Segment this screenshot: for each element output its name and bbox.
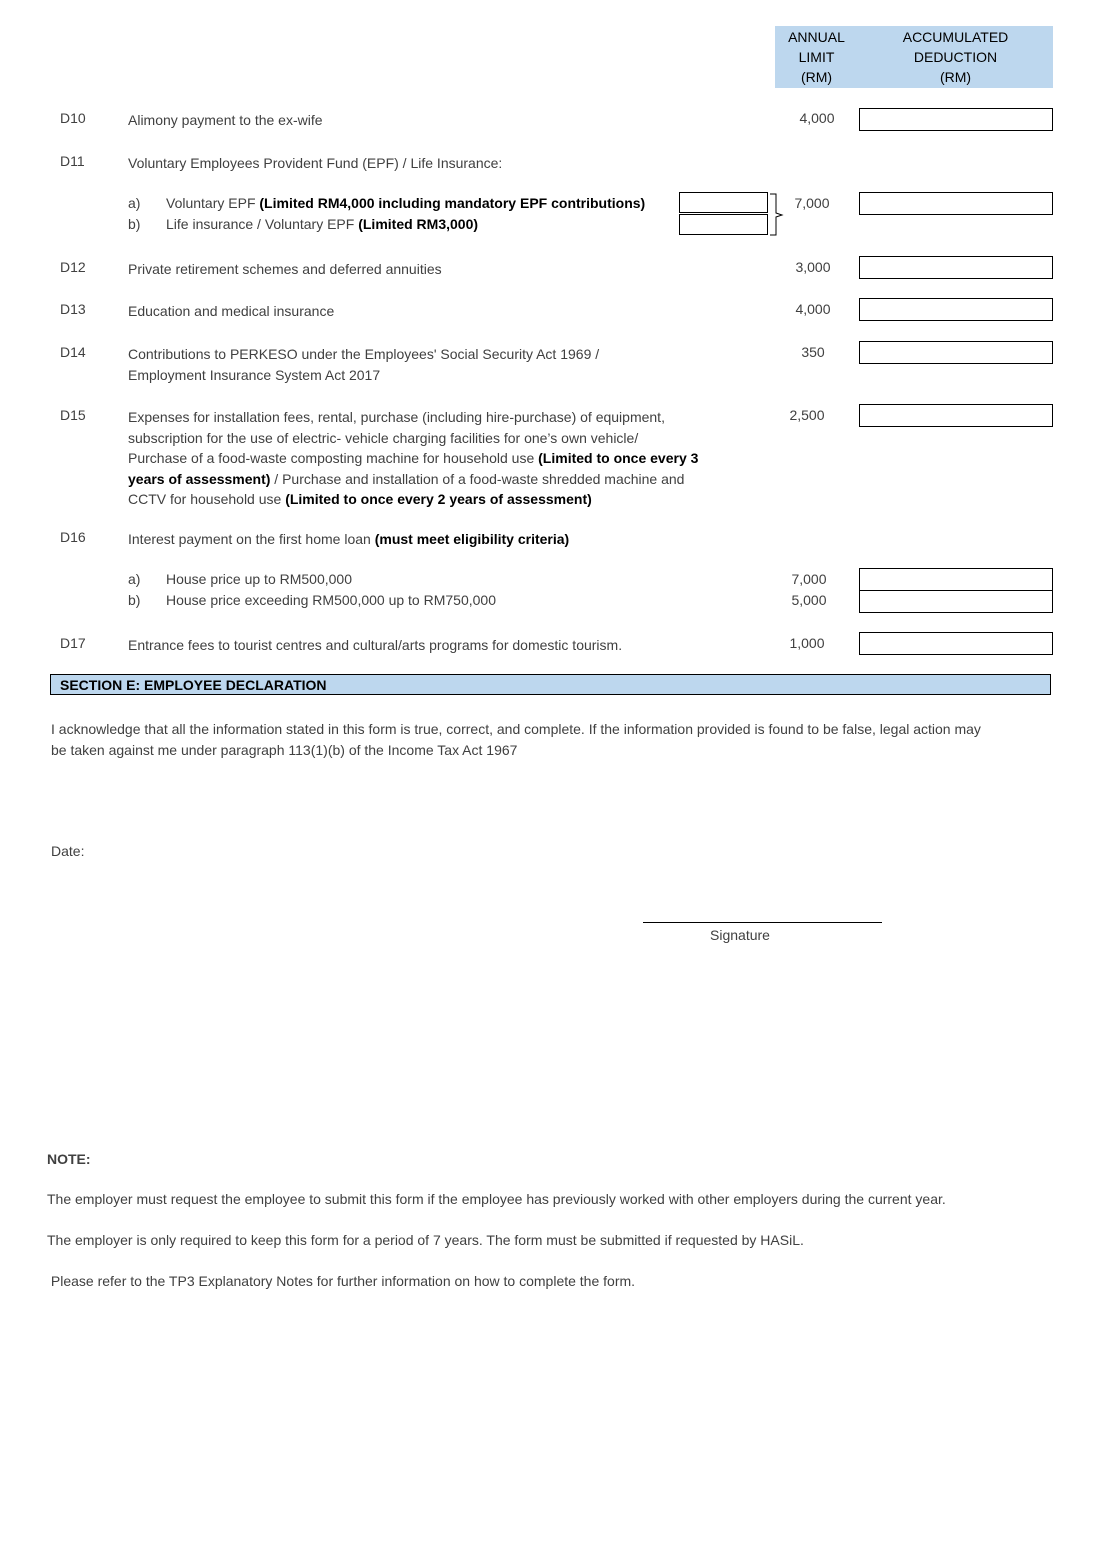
sub-text-d11-a: [166, 195, 645, 211]
item-text-d16-bold: (must meet eligibility criteria): [374, 531, 570, 547]
annual-limit-header: [775, 26, 858, 88]
item-text-d14-line: Contributions to PERKESO under the Employees' Social Security Act 1969 /: [128, 346, 600, 362]
item-text-d15-line: subscription for the use of electric- vehicle charging facilities for one’s own vehicle/: [128, 429, 639, 446]
item-text-d15-line: [128, 469, 698, 490]
item-code-d13: D13: [60, 301, 86, 317]
sub-text-d11-a-plain: Voluntary EPF: [166, 195, 260, 211]
item-text-d15-plain: CCTV for household use: [128, 491, 286, 507]
limit-d15: 2,500: [789, 407, 825, 423]
accumulated-header-line: ACCUMULATED: [902, 29, 1009, 45]
limit-d16-a: 7,000: [791, 571, 827, 587]
annual-limit-header-line: ANNUAL: [788, 29, 845, 45]
deduction-input-d16-a[interactable]: [859, 568, 1053, 591]
sub-text-d11-b-plain: Life insurance / Voluntary EPF: [166, 216, 359, 232]
limit-d16-b: 5,000: [791, 592, 827, 608]
annual-limit-header-line: (RM): [800, 69, 833, 85]
note-line: Please refer to the TP3 Explanatory Notes for further information on how to complete the form.: [47, 1273, 636, 1289]
item-text-d16-plain: Interest payment on the first home loan: [128, 531, 375, 547]
sub-text-d11-a-bold: (Limited RM4,000 including mandatory EPF contributions): [259, 195, 646, 211]
item-text-d15-bold: years of assessment): [128, 470, 271, 487]
deduction-input-d10[interactable]: [859, 108, 1053, 131]
declaration-line: I acknowledge that all the information stated in this form is true, correct, and complete. If the information provided is found to be false, legal action may: [51, 721, 981, 737]
sub-text-d11-b-bold: (Limited RM3,000): [358, 216, 479, 232]
signature-label: Signature: [710, 927, 770, 943]
sub-label-d16-b: b): [128, 592, 141, 608]
item-text-d16: [128, 529, 569, 550]
item-text-d15-line: Expenses for installation fees, rental, purchase (including hire-purchase) of equipment,: [128, 409, 665, 425]
sub-text-d11-b: [166, 216, 478, 232]
date-label: Date:: [51, 843, 85, 859]
item-text-d15-line: [128, 448, 698, 469]
limit-d14: 350: [801, 344, 825, 360]
note-line: The employer is only required to keep this form for a period of 7 years. The form must be submitted if requested by HASiL.: [47, 1232, 804, 1248]
item-text-d15-line: [128, 489, 698, 510]
item-text-d13: Education and medical insurance: [128, 303, 335, 319]
item-code-d10: D10: [60, 110, 86, 126]
limit-d11: 7,000: [794, 195, 830, 211]
accumulated-deduction-header: [858, 26, 1053, 88]
limit-d17: 1,000: [789, 635, 825, 651]
note-title: NOTE:: [47, 1151, 91, 1167]
deduction-input-d11[interactable]: [859, 192, 1053, 215]
deduction-input-d13[interactable]: [859, 298, 1053, 321]
item-code-d17: D17: [60, 635, 86, 651]
item-text-d14-line: Employment Insurance System Act 2017: [128, 366, 381, 383]
limit-d13: 4,000: [795, 301, 831, 317]
note-line: The employer must request the employee to submit this form if the employee has previously worked with other employers during the current year.: [47, 1191, 946, 1207]
item-text-d12: Private retirement schemes and deferred annuities: [128, 261, 442, 277]
sub-text-d16-a: House price up to RM500,000: [166, 571, 352, 587]
deduction-input-d15[interactable]: [859, 404, 1053, 427]
item-code-d11: D11: [60, 153, 85, 169]
deduction-input-d14[interactable]: [859, 341, 1053, 364]
item-code-d16: D16: [60, 529, 86, 545]
item-text-d15-plain: Purchase of a food-waste composting machine for household use: [128, 450, 539, 466]
item-text-d11: Voluntary Employees Provident Fund (EPF) / Life Insurance:: [128, 155, 503, 171]
item-text-d15-bold: (Limited to once every 3: [538, 450, 699, 466]
deduction-input-d17[interactable]: [859, 632, 1053, 655]
accumulated-header-line: DEDUCTION: [913, 49, 998, 65]
deduction-input-d12[interactable]: [859, 256, 1053, 279]
item-text-d15-bold: (Limited to once every 2 years of assessment): [285, 491, 592, 507]
limit-d10: 4,000: [799, 110, 835, 126]
item-code-d14: D14: [60, 344, 86, 360]
item-code-d15: D15: [60, 407, 86, 423]
sub-text-d16-b: House price exceeding RM500,000 up to RM750,000: [166, 592, 496, 608]
sub-label-d11-a: a): [128, 195, 141, 211]
life-insurance-input[interactable]: [679, 214, 768, 235]
deduction-input-d16-b[interactable]: [859, 590, 1053, 613]
section-e-title: SECTION E: EMPLOYEE DECLARATION: [50, 674, 1051, 695]
item-text-d17: Entrance fees to tourist centres and cultural/arts programs for domestic tourism.: [128, 637, 623, 653]
item-text-d15: [128, 407, 698, 510]
signature-line[interactable]: [643, 922, 882, 923]
declaration-text: [51, 719, 1091, 760]
sub-label-d11-b: b): [128, 216, 141, 232]
voluntary-epf-input[interactable]: [679, 192, 768, 213]
sub-label-d16-a: a): [128, 571, 141, 587]
item-text-d15-plain: / Purchase and installation of a food-waste shredded machine and: [270, 470, 685, 487]
limit-d12: 3,000: [795, 259, 831, 275]
annual-limit-header-line: LIMIT: [798, 49, 835, 65]
item-text-d10: Alimony payment to the ex-wife: [128, 112, 323, 128]
accumulated-header-line: (RM): [939, 69, 972, 85]
item-code-d12: D12: [60, 259, 86, 275]
declaration-line: be taken against me under paragraph 113(1)(b) of the Income Tax Act 1967: [51, 741, 518, 758]
item-text-d14: [128, 344, 599, 385]
